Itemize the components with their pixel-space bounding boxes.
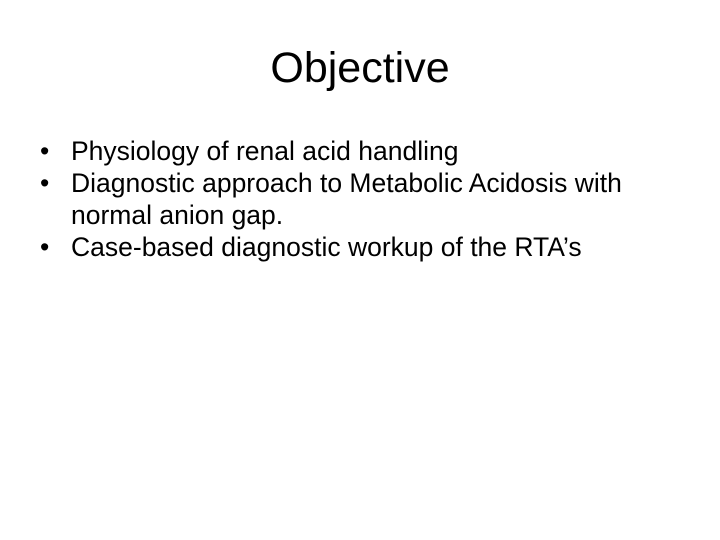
bullet-icon: • (40, 232, 50, 262)
bullet-icon: • (40, 168, 50, 198)
bullet-list (40, 135, 700, 263)
bullet-icon: • (40, 136, 50, 166)
bullet-item-diagnostic-approach (40, 167, 700, 231)
bullet-item-renal-physiology (40, 135, 700, 167)
bullet-text: Physiology of renal acid handling (71, 136, 459, 166)
bullet-item-case-workup (40, 231, 700, 263)
slide-title: Objective (270, 44, 450, 92)
bullet-text: Diagnostic approach to Metabolic Acidosis with normal anion gap. (71, 168, 622, 230)
bullet-text: Case-based diagnostic workup of the RTA’s (71, 232, 582, 262)
